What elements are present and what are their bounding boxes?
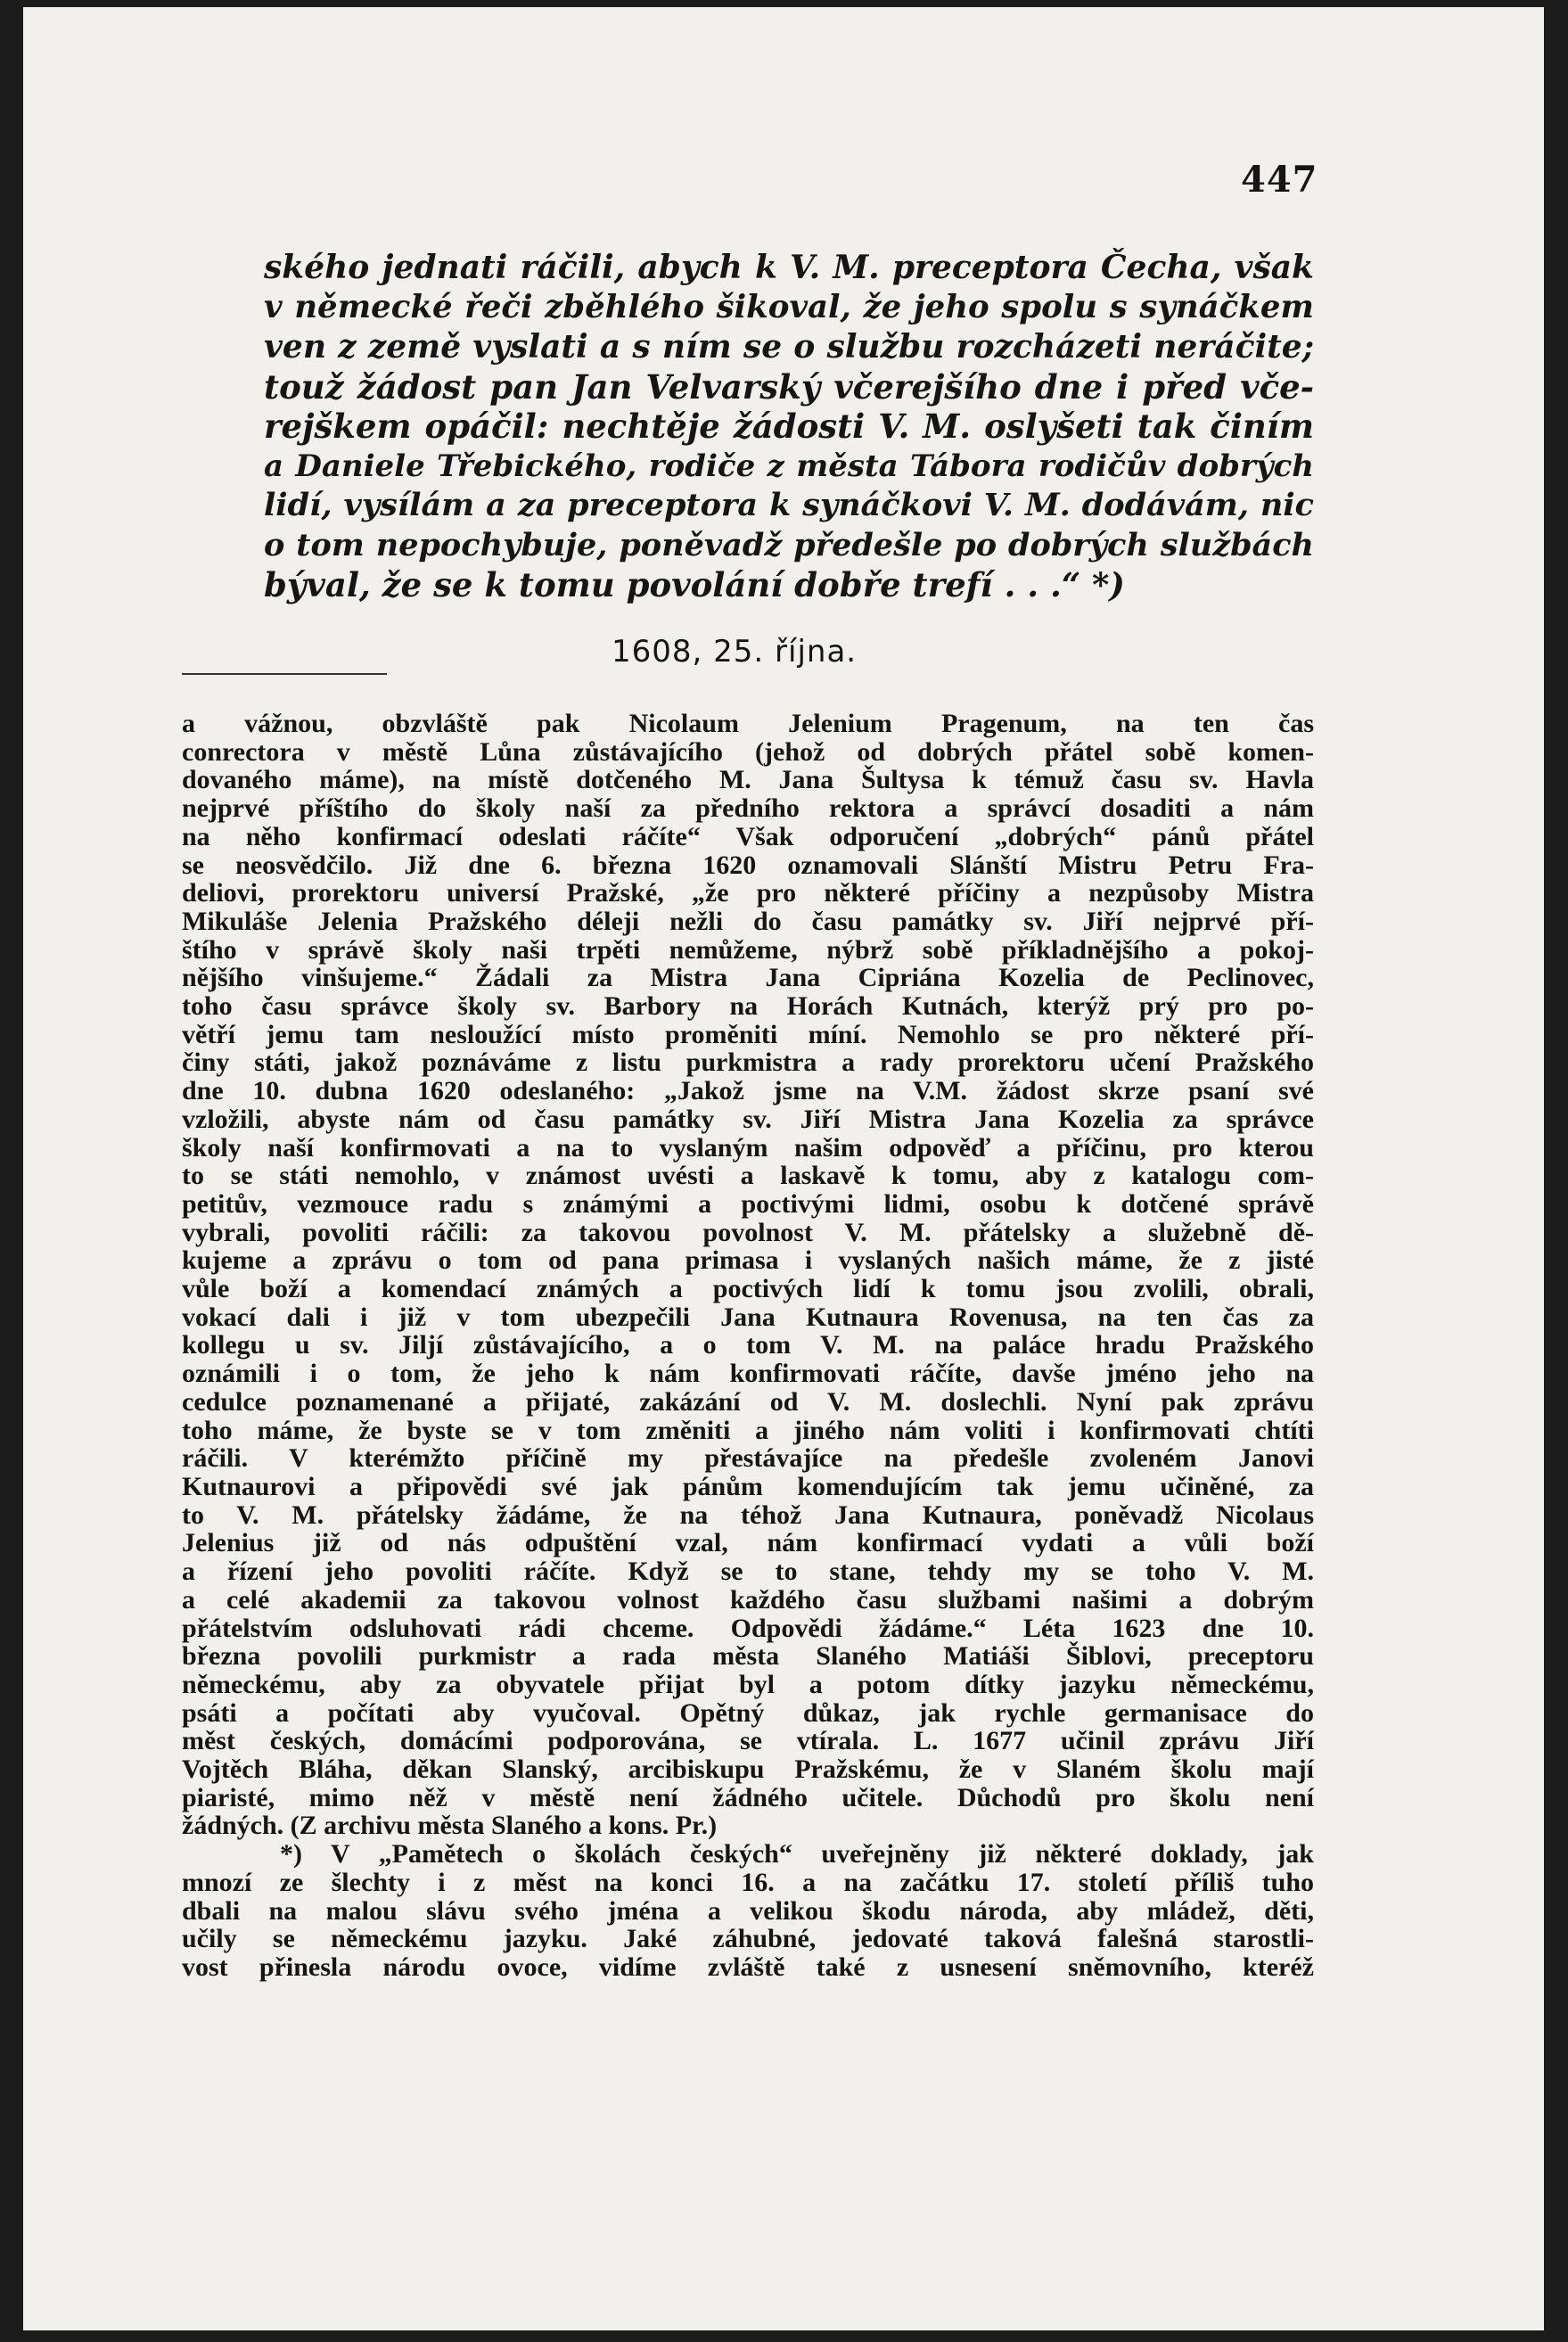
text-line: cedulce poznamenané a přijaté, zakázání od V. M. doslechli. Nyní pak zprávu — [182, 1386, 1314, 1417]
text-line: činy státi, jakož poznáváme z listu purkmistra a rady prorektoru učení Pražského — [182, 1048, 1314, 1078]
text-line: touž žádost pan Jan Velvarský včerejšího dne i před vče- — [264, 366, 1314, 407]
text-line: petitův, vezmouce radu s známými a poctivými lidmi, osobu k dotčené správě — [182, 1188, 1314, 1219]
text-line: školy naší konfirmovati a na to vyslaným našim odpověď a příčinu, pro kterou — [182, 1132, 1314, 1163]
text-line: a celé akademii za takovou volnost každého času službami našimi a dobrým — [182, 1584, 1314, 1615]
text-line: se neosvědčilo. Již dne 6. března 1620 oznamovali Slánští Mistru Petru Fra- — [182, 850, 1314, 880]
text-line: Jelenius již od nás odpuštění vzal, nám konfirmací vydati a vůli boží — [182, 1528, 1314, 1558]
text-line: měst českých, domácími podporována, se vtírala. L. 1677 učinil zprávu Jiří — [182, 1726, 1314, 1756]
letter-date: 1608, 25. října. — [612, 634, 858, 670]
footnote-line: mnozí ze šlechty i z měst na konci 16. a na začátku 17. století příliš tuho — [182, 1867, 1314, 1897]
text-line: vybrali, povoliti ráčili: za takovou povolnost V. M. přátelsky a služebně dě- — [182, 1217, 1314, 1247]
footnote-divider — [182, 673, 387, 675]
text-line: německému, aby za obyvatele přijat byl a potom dítky jazyku německému, — [182, 1669, 1314, 1699]
text-line: deliovi, prorektoru universí Pražské, „že pro některé příčiny a nezpůsoby Mistra — [182, 878, 1314, 908]
footnote-line: dbali na malou slávu svého jména a velikou škodu národa, aby mládež, děti, — [182, 1895, 1314, 1926]
text-line: býval, že se k tomu povolání dobře trefí . . .“ *) — [264, 565, 1125, 604]
footnote-body — [182, 710, 1314, 1982]
text-line: psáti a počítati aby vyučoval. Opětný důkaz, jak rychle germanisace do — [182, 1697, 1314, 1728]
text-line: přátelstvím odsluhovati rádi chceme. Odpovědi žádáme.“ Léta 1623 dne 10. — [182, 1613, 1314, 1643]
text-line: rejškem opáčil: nechtěje žádosti V. M. oslyšeti tak činím — [264, 407, 1314, 446]
footnote-line: *) V „Pamětech o školách českých“ uveřejněny již některé doklady, jak — [280, 1839, 1314, 1869]
text-line: ského jednati ráčili, abych k V. M. preceptora Čecha, však — [264, 249, 1314, 286]
text-line: oznámili i o tom, že jeho k nám konfirmovati ráčíte, davše jméno jeho na — [182, 1359, 1314, 1389]
text-line: Mikuláše Jelenia Pražského déleji nežli do času památky sv. Jiří nejprvé pří- — [182, 906, 1314, 936]
text-line: nejprvé příštího do školy naší za předního rektora a správcí dosaditi a nám — [182, 793, 1314, 824]
text-line: a řízení jeho povoliti ráčíte. Když se to stane, tehdy my se toho V. M. — [182, 1557, 1314, 1587]
text-line: to V. M. přátelsky žádáme, že na téhož Jana Kutnaura, poněvadž Nicolaus — [182, 1500, 1314, 1530]
text-line: toho máme, že byste se v tom změniti a jiného nám voliti i konfirmovati chtíti — [182, 1415, 1314, 1445]
text-line: ven z země vyslati a s ním se o službu rozcházeti neráčite; — [264, 328, 1314, 366]
text-line: a Daniele Třebického, rodiče z města Tábora rodičův dobrých — [264, 448, 1314, 484]
text-line: dne 10. dubna 1620 odeslaného: „Jakož jsme na V.M. žádost skrze psaní své — [182, 1076, 1314, 1106]
text-line: větří jemu tam nesloužící místo proměniti míní. Nemohlo se pro některé pří- — [182, 1019, 1314, 1049]
text-line: kollegu u sv. Jiljí zůstávajícího, a o tom V. M. na paláce hradu Pražského — [182, 1330, 1314, 1360]
text-line: toho času správce školy sv. Barbory na Horách Kutnách, kterýž prý pro po- — [182, 991, 1314, 1022]
text-line: conrectora v městě Lůna zůstávajícího (jehož od dobrých přátel sobě komen- — [182, 736, 1314, 767]
text-line: vzložili, abyste nám od času památky sv. Jiří Mistra Jana Kozelia za správce — [182, 1104, 1314, 1134]
text-line: Kutnaurovi a připovědi své jak pánům komendujícím tak jemu učiněné, za — [182, 1471, 1314, 1501]
text-line: března povolili purkmistr a rada města Slaného Matiáši Šiblovi, preceptoru — [182, 1641, 1314, 1672]
text-line: v německé řeči zběhlého šikoval, že jeho spolu s synáčkem — [264, 288, 1314, 325]
footnote-line: učily se německému jazyku. Jaké záhubné, jedovaté taková falešná starostli- — [182, 1924, 1314, 1954]
text-line: nějšího vinšujeme.“ Žádali za Mistra Jana Cipriána Kozelia de Peclinovec, — [182, 963, 1314, 993]
quoted-letter-italic — [264, 248, 1314, 605]
text-line: kujeme a zprávu o tom od pana primasa i vyslaných našich máme, že z jisté — [182, 1245, 1314, 1276]
book-page — [23, 7, 1544, 2330]
text-line: o tom nepochybuje, poněvadž předešle po dobrých službách — [264, 526, 1314, 563]
text-line: piaristé, mimo něž v městě není žádného učitele. Důchodů pro školu není — [182, 1782, 1314, 1812]
footnote-line: vost přinesla národu ovoce, vidíme zvláště také z usnesení sněmovního, kteréž — [182, 1952, 1314, 1982]
text-line: dovaného máme), na místě dotčeného M. Jana Šultysa k témuž času sv. Havla — [182, 765, 1314, 795]
text-line: na něho konfirmací odeslati ráčíte“ Však odporučení „dobrých“ pánů přátel — [182, 821, 1314, 851]
text-line: vokací dali i již v tom ubezpečili Jana Kutnaura Rovenusa, na ten čas za — [182, 1302, 1314, 1332]
text-line: to se státi nemohlo, v známost uvésti a laskavě k tomu, aby z katalogu com- — [182, 1161, 1314, 1191]
text-line: a vážnou, obzvláště pak Nicolaum Jelenium Pragenum, na ten čas — [182, 709, 1314, 738]
page-number: 447 — [1241, 159, 1318, 201]
text-line: ráčili. V kterémžto příčině my přestávajíce na předešle zvoleném Janovi — [182, 1443, 1314, 1474]
text-line: vůle boží a komendací známých a poctivých lidí k tomu jsou zvolili, obrali, — [182, 1274, 1314, 1304]
text-line: štího v správě školy naši trpěti nemůžeme, nýbrž sobě příkladnějšího a pokoj- — [182, 934, 1314, 965]
text-line: Vojtěch Bláha, děkan Slanský, arcibiskupu Pražskému, že v Slaném školu mají — [182, 1754, 1314, 1785]
text-line: žádných. (Z archivu města Slaného a kons. Pr.) — [182, 1811, 718, 1841]
text-line: lidí, vysílám a za preceptora k synáčkovi V. M. dodávám, nic — [264, 487, 1314, 523]
